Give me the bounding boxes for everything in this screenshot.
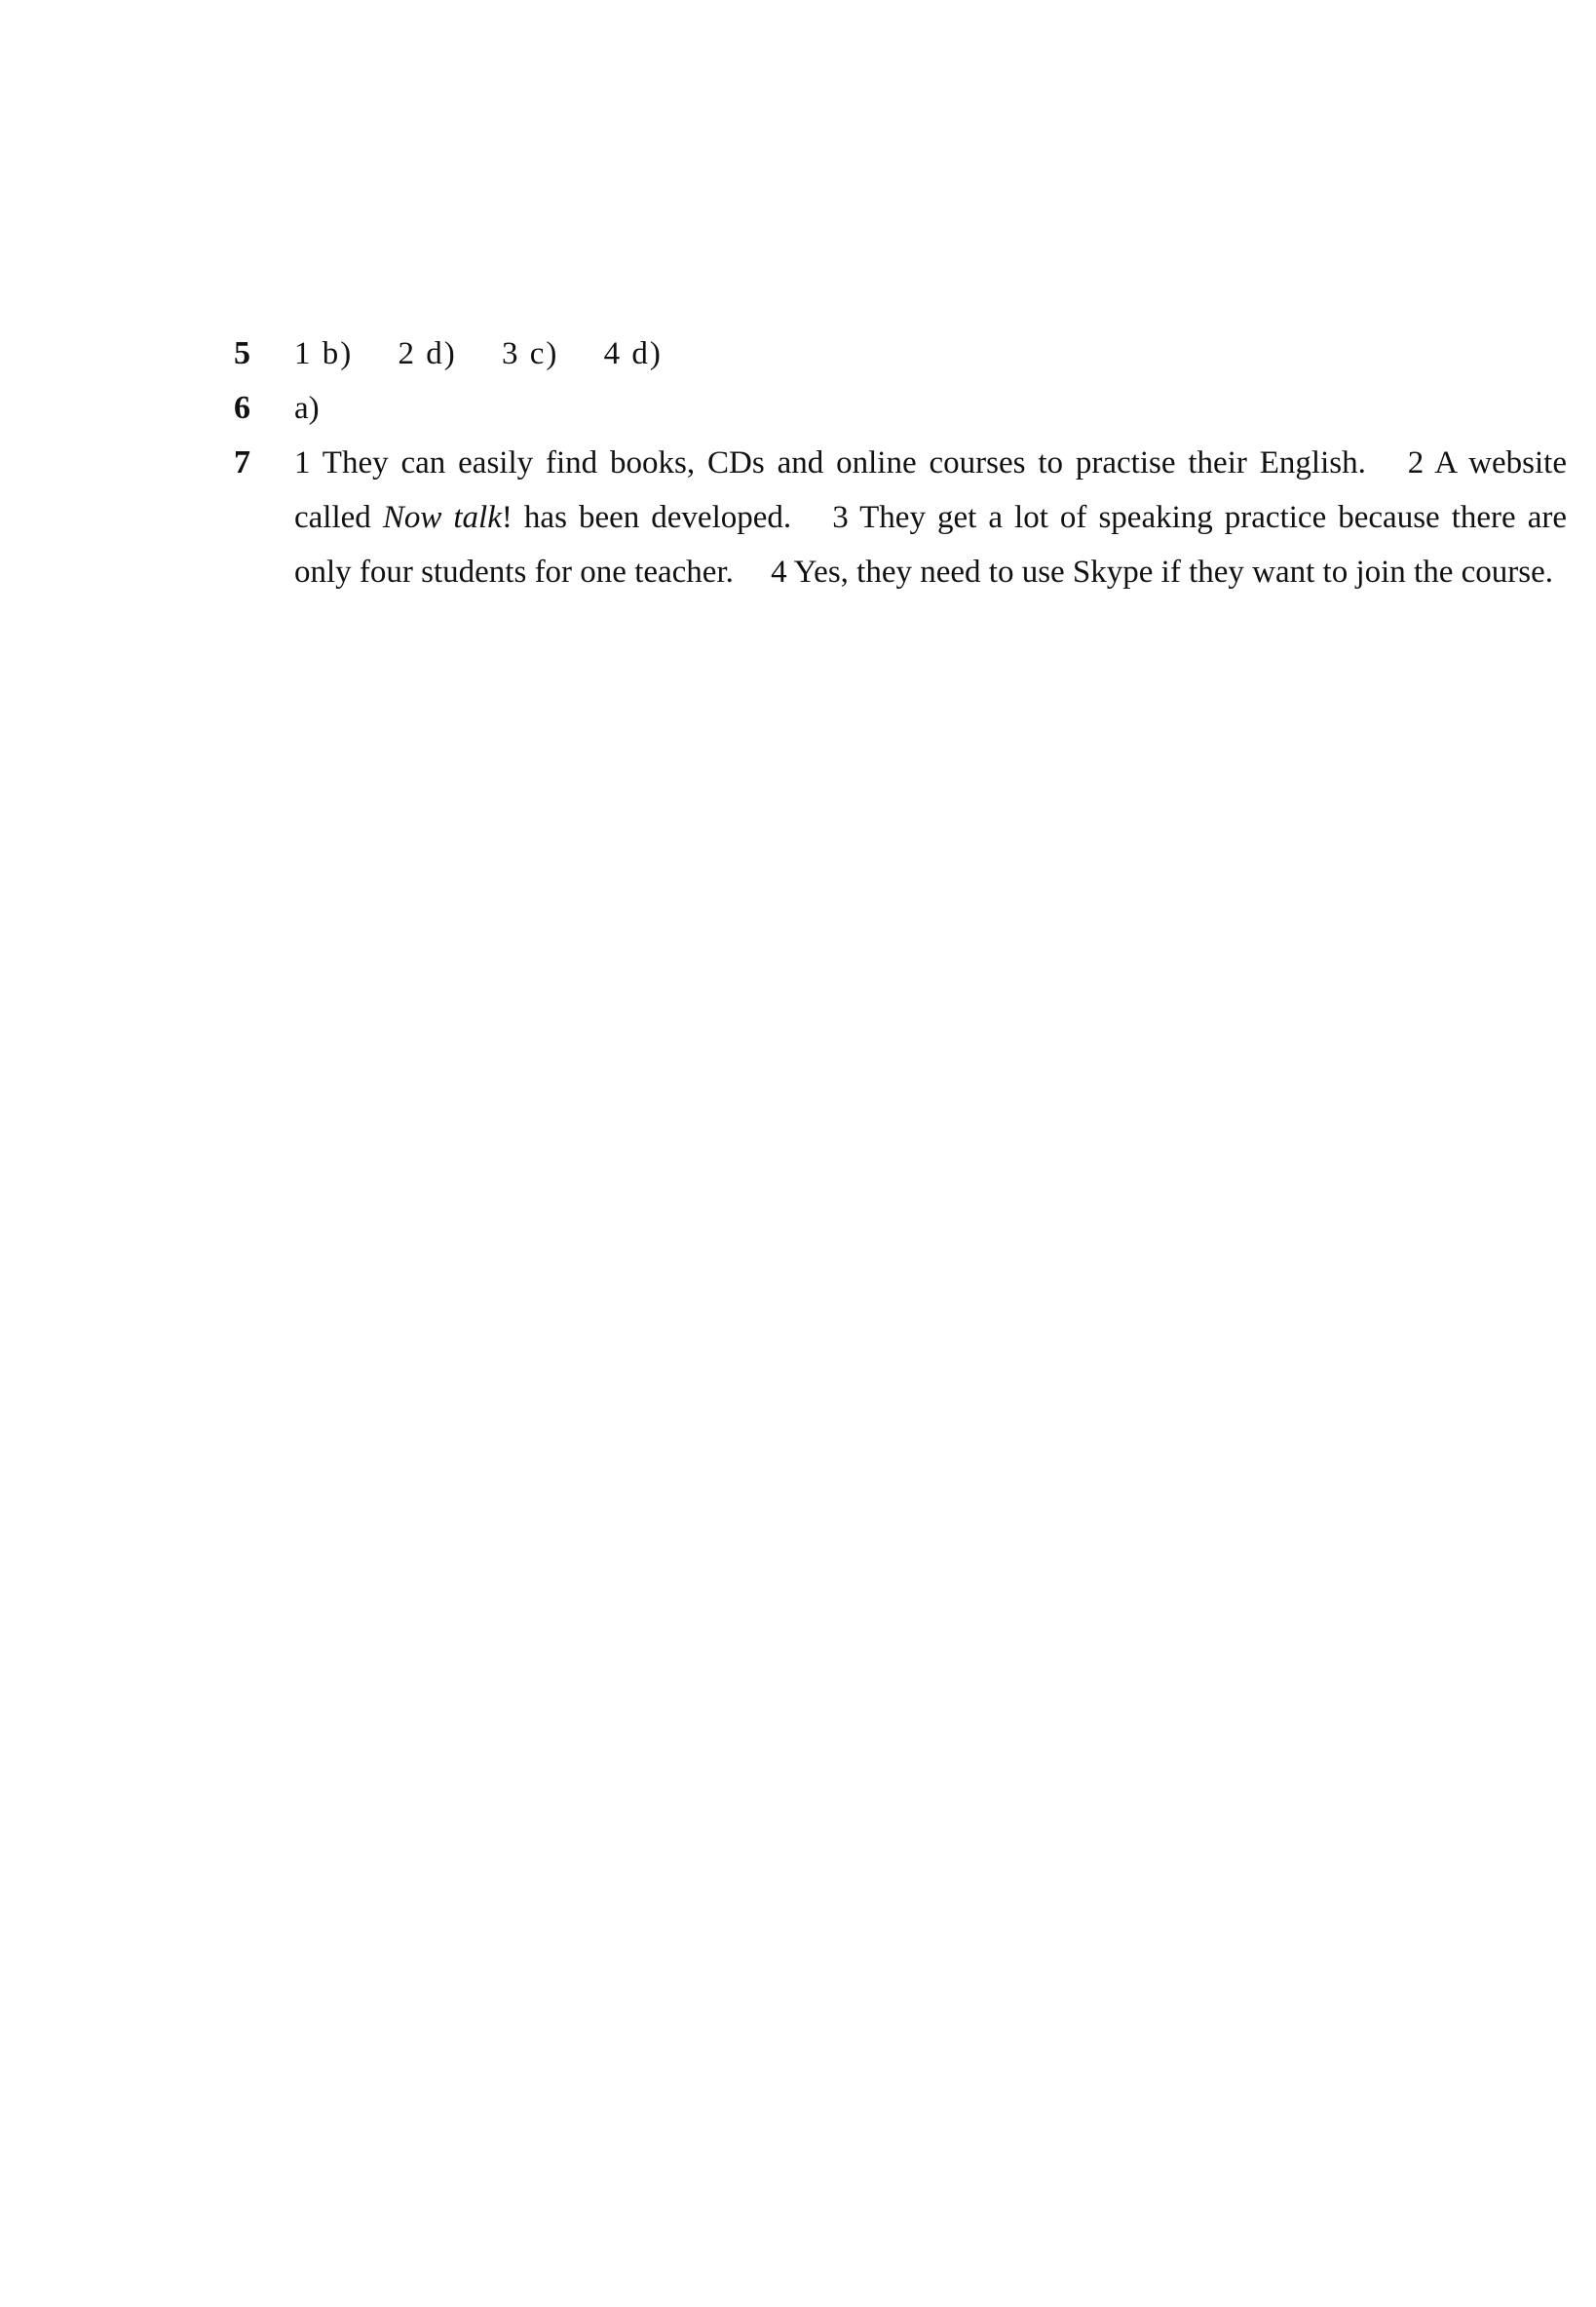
answer-item-6: [234, 381, 1567, 436]
answer-item-5: [234, 327, 1567, 381]
answer-paragraph: [294, 436, 1567, 599]
answer-text: a): [294, 391, 320, 426]
answer-part-4: 4 Yes, they need to use Skype if they want to join the course.: [771, 555, 1554, 590]
question-number: 6: [234, 390, 250, 426]
answer-choices: [294, 327, 1567, 381]
choice-1: 1 b): [294, 336, 354, 371]
answer-part-3: 3 They get a lot of speaking practice because there are only four students for one teacher.: [294, 500, 1568, 590]
question-number: 7: [234, 444, 250, 481]
answer-part-1: 1 They can easily find books, CDs and online courses to practise their English.: [294, 445, 1366, 481]
choice-2: 2 d): [398, 336, 457, 371]
question-number: 5: [234, 335, 250, 371]
choice-4: 4 d): [603, 336, 663, 371]
answer-part-2-end: ! has been developed.: [501, 500, 792, 535]
answer-item-7: [234, 436, 1567, 599]
choice-3: 3 c): [502, 336, 559, 371]
website-title: Now talk: [382, 500, 502, 535]
answer-key: [234, 327, 1567, 599]
answer-part-2-start: 2 A website called: [294, 445, 1567, 535]
